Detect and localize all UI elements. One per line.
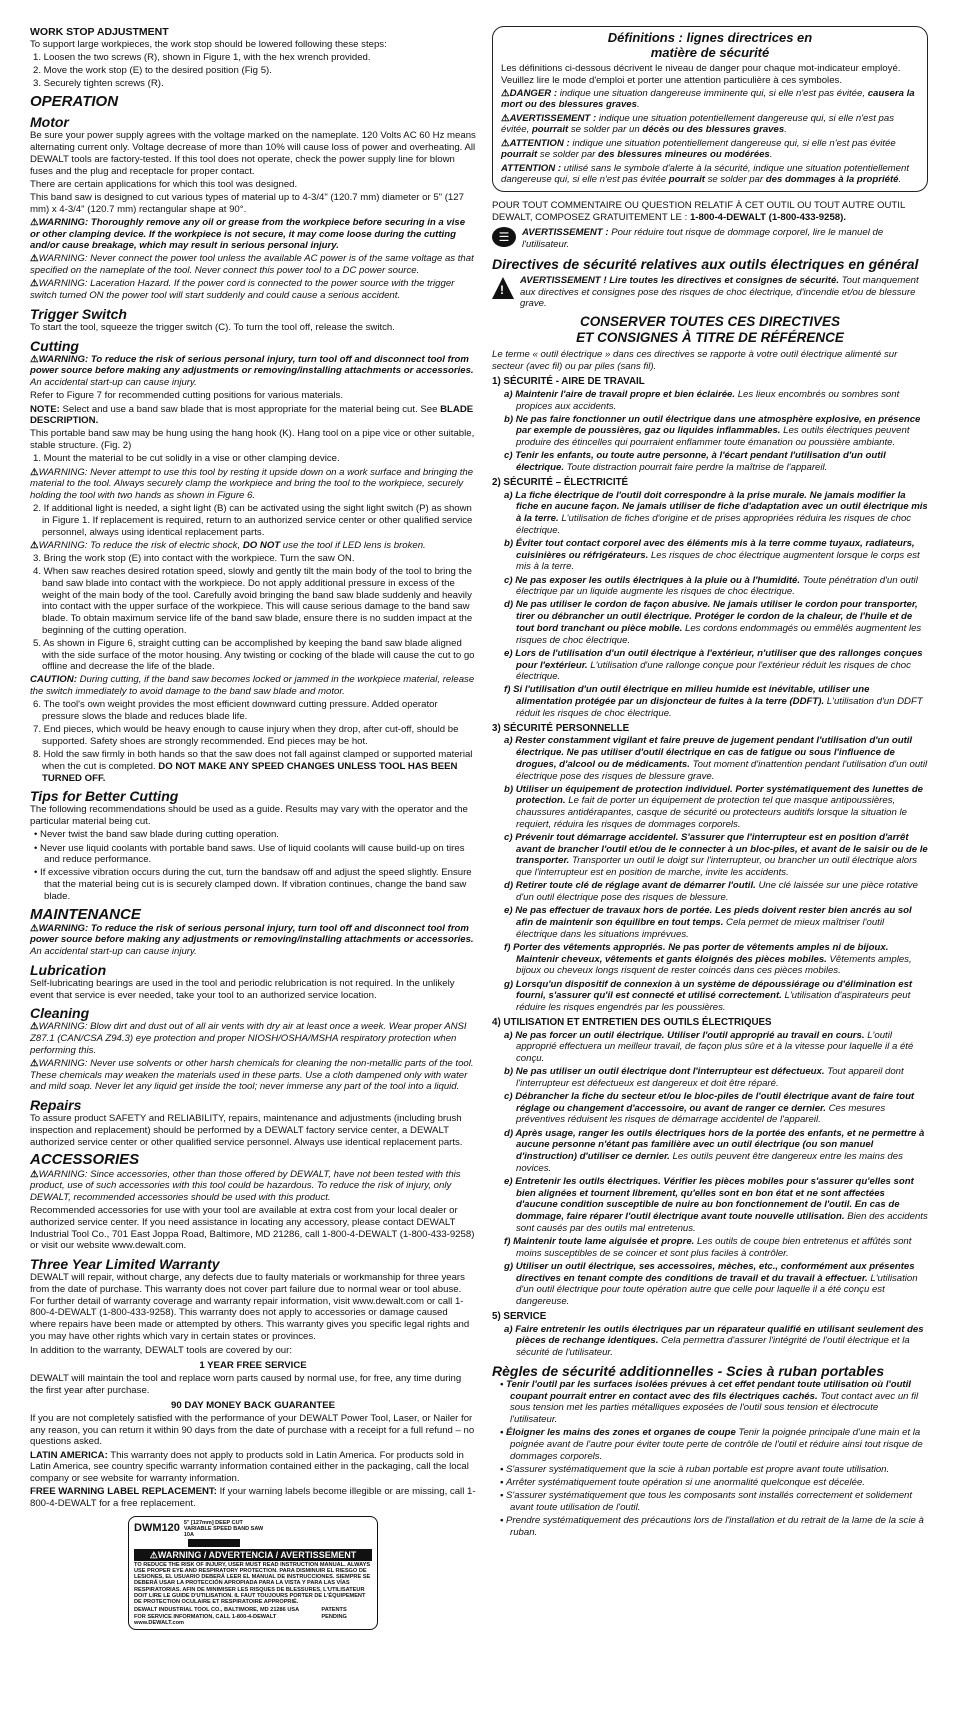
list-item: a) Rester constamment vigilant et faire preuve de jugement pendant l'utilisation d'un outil électrique. Ne pas utiliser d'outil électrique en cas de fatigue ou sous l'influence de drogues, d'alcool ou de médicaments. Tout moment d'inattention pendant l'utilisation d'un outil électrique pose des risques de blessure grave.	[504, 735, 928, 782]
cutting-paragraph: Refer to Figure 7 for recommended cutting positions for various materials.	[30, 390, 344, 402]
money-back-text: If you are not completely satisfied with the performance of your DEWALT Power Tool, Laser, or Nailer for any reason, you can return it within 90 days from the date of purchase with a receipt for a full refund – no questions asked.	[30, 1412, 475, 1448]
list-item: a) La fiche électrique de l'outil doit correspondre à la prise murale. Ne jamais modifier la fiche en aucune façon. Ne jamais utiliser de fiche d'adaptation avec un outil électrique mis à la terre. L'utilisation de fiches d'origine et de prises appropriées réduira les risques de choc électrique.	[504, 489, 928, 536]
label-footer: FOR SERVICE INFORMATION, CALL 1-800-4-DEWALT www.DEWALT.com	[134, 1613, 277, 1626]
label-replacement-note: FREE WARNING LABEL REPLACEMENT: If your warning labels become illegible or are missing, call 1-800-4-DEWALT for a free replacement.	[30, 1486, 476, 1509]
label-desc: 5" [127mm] DEEP CUT	[183, 1519, 243, 1526]
list-item: b) Ne pas faire fonctionner un outil électrique dans une atmosphère explosive, en présence par exemple de poussières, gaz ou liquides inflammables. Les outils électriques peuvent produire des étincelles qui pourraient enflammer toute émanation ou poussière ambiante.	[504, 413, 921, 449]
manual-warning-row	[492, 227, 928, 252]
free-service-text: DEWALT will maintain the tool and replace worn parts caused by normal use, for free, any time during the first year after purchase.	[30, 1373, 462, 1396]
definitions-intro: Les définitions ci-dessous décrivent le niveau de danger pour chaque mot-indicateur employé. Veuillez lire le mode d'emploi et porter une attention particulière à ces symboles.	[501, 62, 901, 86]
accessories-heading: ACCESSORIES	[30, 1151, 140, 1169]
motor-paragraph: This band saw is designed to cut various types of material up to 4-3/4" (120.7 mm) diameter or 5" (127 mm) x 4-3/4" (120.7 mm) rectangular shape at 90°.	[30, 191, 464, 215]
section-4-heading: 4) UTILISATION ET ENTRETIEN DES OUTILS ÉLECTRIQUES	[492, 1016, 772, 1028]
left-column	[30, 26, 476, 1630]
right-column	[492, 26, 928, 1540]
bandsaw-rules-heading: Règles de sécurité additionnelles - Scies à ruban portables	[492, 1362, 885, 1379]
section-2-heading: 2) SÉCURITÉ – ÉLECTRICITÉ	[492, 476, 629, 488]
list-item: b) Ne pas utiliser un outil électrique dont l'interrupteur est défectueux. Tout appareil dont l'interrupteur est défectueux est dangereux et doit être réparé.	[504, 1066, 904, 1089]
warning-icon: ⚠	[30, 1021, 39, 1033]
motor-warning: ⚠WARNING: Laceration Hazard. If the power cord is connected to the power source with the trigger switch turned ON the power tool will start suddenly and could cause a serious accident.	[30, 278, 455, 302]
list-item: f) Si l'utilisation d'un outil électrique en milieu humide est inévitable, utiliser une alimentation protégée par un disjoncteur de fuites à la terre (DDFT). L'utilisation d'un DDFT réduit les risques de choc électrique.	[504, 684, 923, 719]
cutting-step: 4. When saw reaches desired rotation speed, slowly and gently tilt the main body of the tool to bring the band saw blade into contact with the workpiece. Do not apply additional pressure in excess of the weight of the main body of the tool. Carefully avoid bringing the band saw blade suddenly and heavily into contact with the upper surface of the workpiece. This will cause serious damage to the band saw blade. To obtain maximum service life of the band saw blade, ensure there is no sudden impact at the beginning of the cutting operation.	[33, 566, 473, 636]
cutting-warning: ⚠WARNING: To reduce the risk of serious personal injury, turn tool off and disconnect tool from power source before making any adjustments or removing/installing attachments or accessories. An accidental start-up can cause injury.	[30, 353, 474, 389]
label-patents: PATENTS PENDING	[321, 1607, 347, 1620]
cutting-step: 3. Bring the work stop (E) into contact with the workpiece. Turn the saw ON.	[33, 552, 355, 564]
cutting-step: 1. Mount the material to be cut solidly in a vise or other clamping device.	[33, 453, 340, 465]
list-item: c) Débrancher la fiche du secteur et/ou le bloc-piles de l'outil électrique avant de faire tout réglage ou changement d'accessoire, ou avant de ranger ce dernier. Ces mesures préventives réduisent les risques de démarrage accidentel de l'appareil.	[504, 1091, 915, 1126]
section-5-heading: 5) SERVICE	[492, 1310, 547, 1322]
work-stop-step: 3. Securely tighten screws (R).	[33, 78, 164, 90]
tips-bullet: • If excessive vibration occurs during the cut, turn the bandsaw off and adjust the speed slightly. Ensure that the material being cut is is securely clamped down. If vibration continues, change the band saw blade.	[34, 867, 472, 902]
accessories-warning: ⚠WARNING: Since accessories, other than those offered by DEWALT, have not been tested with this product, use of such accessories with this tool could be hazardous. To reduce the risk of injury, only DEWALT, recommended accessories should be used with this product.	[30, 1168, 461, 1204]
read-manual-icon: ☰	[492, 227, 516, 247]
list-item: a) Faire entretenir les outils électriques par un réparateur qualifié en utilisant seulement des pièces de rechange identiques. Cela permettra d'assurer l'intégrité de l'outil électrique et la sécurité de l'utilisateur.	[504, 1323, 924, 1359]
maintenance-warning: ⚠WARNING: To reduce the risk of serious personal injury, turn tool off and disconnect tool from power source before making any adjustments or removing/installing attachments or accessories. An accidental start-up can cause injury.	[30, 922, 474, 958]
latin-america-note: LATIN AMERICA: This warranty does not apply to products sold in Latin America. For products sold in Latin America, see country specific warranty information contained either in the packaging, call the local company or see website for warranty information.	[30, 1449, 469, 1484]
list-item: • S'assurer systématiquement que tous les composants sont installés correctement et solidement avant toute utilisation de l'outil.	[500, 1490, 913, 1513]
warning-label-image	[128, 1516, 378, 1631]
accessories-paragraph: Recommended accessories for use with your tool are available at extra cost from your local dealer or authorized service center. If you need assistance in locating any accessory, please contact DEWALT Industrial Tool Co., 701 East Joppa Road, Baltimore, MD 21286, call 1-800-4-DEWALT (1-800-433-9258) or visit our website www.dewalt.com.	[30, 1205, 475, 1252]
cutting-paragraph: This portable band saw may be hung using the hang hook (K). Hang tool on a pipe vice or other suitable, stable structure. (Fig. 2)	[30, 428, 475, 452]
warranty-paragraph: DEWALT will repair, without charge, any defects due to faulty materials or workmanship for three years from the date of purchase. This warranty does not cover part failure due to normal wear or tool abuse. For further detail of warranty coverage and warranty repair information, visit www.dewalt.com or call 1-800-4-DEWALT (1-800-433-9258). This warranty does not apply to accessories or damage caused where repairs have been made or attempted by others. This warranty gives you specific legal rights and you may have other rights which vary in certain states or provinces.	[30, 1272, 470, 1342]
definitions-title: Définitions : lignes directrices en matière de sécurité	[607, 30, 813, 60]
maintenance-heading: MAINTENANCE	[30, 905, 141, 923]
manual-warning-text: AVERTISSEMENT : Pour réduire tout risque de dommage corporel, lire le manuel de l'utilisateur.	[522, 226, 884, 250]
lubrication-heading: Lubrication	[30, 961, 107, 978]
section-3-list	[492, 735, 928, 1013]
section-2-list	[492, 490, 928, 720]
warning-icon: ⚠	[30, 216, 39, 228]
warning-icon: ⚠	[30, 1058, 39, 1070]
money-back-title: 90 DAY MONEY BACK GUARANTEE	[170, 1399, 336, 1411]
list-item: f) Porter des vêtements appropriés. Ne pas porter de vêtements amples ni de bijoux. Maintenir cheveux, vêtements et gants éloignés des pièces mobiles. Vêtements amples, bijoux ou cheveux longs risquent de rester coincés dans ces pièces mobiles.	[504, 941, 912, 977]
warning-icon: ⚠	[30, 1168, 39, 1180]
motor-paragraph: Be sure your power supply agrees with the voltage marked on the nameplate. 120 Volts AC 60 Hz means alternating current only. Voltage decrease of more than 10% will cause loss of power and overheating. All DEWALT tools are factory-tested. If this tool does not operate, check the power supply line for blown fuses and the plug and receptacle for proper contact.	[30, 130, 476, 177]
trigger-heading: Trigger Switch	[30, 305, 127, 322]
label-warning-text: TO REDUCE THE RISK OF INJURY, USER MUST READ INSTRUCTION MANUAL. ALWAYS USE PROPER EYE AND RESPIRATORY PROTECTION. PARA DISMINUIR EL RIESGO DE LESIONES, EL USUARIO DEBERÁ LEER EL MANUAL DE INSTRUCCIONES. SIEMPRE SE DEBERÁ USAR LA PROTECCIÓN APROPIADA PARA LA VISTA Y PARA LAS VÍAS RESPIRATORIAS. AFIN DE MINIMISER LES RISQUES DE BLESSURES, L'UTILISATEUR DOIT LIRE LE GUIDE D'UTILISATION. IL FAUT TOUJOURS PORTER DE L'ÉQUIPEMENT DE PROTECTION OCULAIRE ET RESPIRATOIRE APPROPRIÉ.	[134, 1561, 371, 1606]
cutting-step: 7. End pieces, which would be heavy enough to cause injury when they drop, after cut-off, should be supported. Safety shoes are strongly recommended. End pieces may be hot.	[33, 724, 459, 747]
work-stop-step: 1. Loosen the two screws (R), shown in Figure 1, with the hex wrench provided.	[33, 52, 371, 63]
list-item: • Arrêter systématiquement toute opération si une anormalité quelconque est décelée.	[500, 1477, 865, 1488]
list-item: e) Entretenir les outils électriques. Vérifier les pièces mobiles pour s'assurer qu'elles sont bien alignées et tournent librement, qu'elles sont en bon état et ne sont affectées d'aucune condition susceptible de nuire au bon fonctionnement de l'outil. En cas de dommage, faire réparer l'outil électrique avant toute nouvelle utilisation. Bien des accidents sont causés par des outils mal entretenus.	[504, 1176, 928, 1234]
cutting-warning: ⚠WARNING: Never attempt to use this tool by resting it upside down on a work surface and bringing the material to the tool. Always securely clamp the workpiece and bring the tool to the workpiece, securely holding the tool with two hands as shown in Figure 6.	[30, 466, 474, 501]
free-service-title: 1 YEAR FREE SERVICE	[199, 1360, 307, 1372]
section-5-list	[492, 1324, 928, 1359]
label-warning-banner: ⚠WARNING / ADVERTENCIA / AVERTISSEMENT	[134, 1549, 372, 1561]
list-item: c) Ne pas exposer les outils électriques à la pluie ou à l'humidité. Toute pénétration d'un outil électrique par un liquide augmente les risques de choc électrique.	[504, 574, 918, 598]
label-footer: DEWALT INDUSTRIAL TOOL CO., BALTIMORE, MD 21286 USA	[134, 1607, 300, 1614]
work-stop-heading: WORK STOP ADJUSTMENT	[30, 26, 169, 38]
warning-icon: ⚠	[30, 253, 39, 265]
cleaning-heading: Cleaning	[30, 1005, 90, 1022]
general-warning-row	[492, 275, 928, 312]
label-model: DWM120	[134, 1522, 180, 1535]
general-warning-text: AVERTISSEMENT ! Lire toutes les directives et consignes de sécurité. Tout manquement aux directives et consignes pose des risques de choc électrique, d'incendie et/ou de blessure grave.	[520, 274, 919, 310]
list-item: a) Maintenir l'aire de travail propre et bien éclairée. Les lieux encombrés ou sombres sont propices aux accidents.	[504, 388, 900, 412]
list-item: b) Utiliser un équipement de protection individuel. Porter systématiquement des lunettes de protection. Le fait de porter un équipement de protection tel que masque antipoussières, chaussures antidérapantes, casque de sécurité ou protecteurs auditifs lorsque la situation le requiert, réduira les risques de dommages corporels.	[504, 783, 924, 830]
motor-warning: ⚠WARNING: Thoroughly remove any oil or grease from the workpiece before securing in a vise or other clamping device. If the workpiece is not secure, it may come loose during the cutting and/or cause breakage, which may result in serious personal injury.	[30, 216, 466, 252]
section-1-list	[492, 389, 928, 474]
contact-paragraph: POUR TOUT COMMENTAIRE OU QUESTION RELATIF À CET OUTIL OU TOUT AUTRE OUTIL DEWALT, COMPOSEZ GRATUITEMENT LE : 1-800-4-DEWALT (1-800-433-9258).	[492, 200, 905, 224]
label-desc: VARIABLE SPEED BAND SAW	[183, 1525, 264, 1532]
lubrication-paragraph: Self-lubricating bearings are used in the tool and periodic relubrication is not required. In the unlikely event that service is ever needed, take your tool to an authorized service location.	[30, 977, 455, 1001]
def-danger: ⚠DANGER : indique une situation dangereuse imminente qui, si elle n'est pas évitée, causera la mort ou des blessures graves.	[501, 87, 915, 111]
warning-triangle-icon: !	[492, 277, 514, 299]
warning-icon: ⚠	[30, 922, 39, 934]
work-stop-intro: To support large workpieces, the work stop should be lowered following these steps:	[30, 38, 387, 50]
tips-heading: Tips for Better Cutting	[30, 788, 179, 805]
warning-icon: ⚠	[501, 87, 510, 99]
term-definition: Le terme « outil électrique » dans ces directives se rapporte à votre outil électrique alimenté sur secteur (avec fil) ou par piles (sans fil).	[492, 349, 898, 373]
warning-icon: ⚠	[30, 466, 39, 478]
bandsaw-rules-list	[492, 1379, 928, 1539]
keep-instructions-title: CONSERVER TOUTES CES DIRECTIVES ET CONSIGNES À TITRE DE RÉFÉRENCE	[576, 314, 844, 345]
list-item: a) Ne pas forcer un outil électrique. Utiliser l'outil approprié au travail en cours. L'outil approprié effectuera un meilleur travail, de façon plus sûre et à la vitesse pour laquelle il a été conçu.	[504, 1029, 914, 1064]
list-item: g) Utiliser un outil électrique, ses accessoires, mèches, etc., conformément aux présentes directives en tenant compte des conditions de travail et du travail à effectuer. L'utilisation d'un outil électrique pour toute opération autre que celle pour laquelle il a été conçu est dangereuse.	[504, 1260, 918, 1308]
motor-paragraph: There are certain applications for which this tool was designed.	[30, 178, 298, 190]
definitions-box	[492, 26, 928, 192]
motor-warning: ⚠WARNING: Never connect the power tool unless the available AC power is of the same voltage as that specified on the nameplate of the tool. Never connect this power tool to a DC power source.	[30, 253, 474, 277]
list-item: f) Maintenir toute lame aiguisée et propre. Les outils de coupe bien entretenus et affûtés sont moins susceptibles de se coincer et sont plus faciles à contrôler.	[504, 1236, 912, 1259]
cleaning-warning: ⚠WARNING: Never use solvents or other harsh chemicals for cleaning the non-metallic parts of the tool. These chemicals may weaken the materials used in these parts. Use a cloth dampened only with water and mild soap. Never let any liquid get inside the tool; never immerse any part of the tool into a liquid.	[30, 1058, 474, 1093]
list-item: • Prendre systématiquement des précautions lors de l'installation et du retrait de la lame de la scie à ruban.	[500, 1515, 924, 1538]
list-item: e) Lors de l'utilisation d'un outil électrique à l'extérieur, n'utiliser que des rallonges conçues pour l'extérieur. L'utilisation d'une rallonge conçue pour l'extérieur réduit les risques de choc électrique.	[504, 647, 923, 683]
warning-icon: ⚠	[30, 353, 39, 365]
def-attention: ⚠ATTENTION : indique une situation potentiellement dangereuse qui, si elle n'est pas évitée pourrait se solder par des blessures mineures ou modérées.	[501, 137, 896, 161]
cutting-step: 2. If additional light is needed, a sight light (B) can be activated using the sight light switch (P) as shown in Figure 1. If replacement is required, return to an authorized service center or other qualified service personnel, always using identical replacement parts.	[33, 503, 473, 538]
list-item: g) Lorsqu'un dispositif de connexion à un système de dépoussiérage ou d'élimination est fourni, s'assurer qu'il est connecté et utilisé correctement. L'utilisation d'aspirateurs peut réduire les risques engendrés par les poussières.	[504, 978, 913, 1013]
repairs-paragraph: To assure product SAFETY and RELIABILITY, repairs, maintenance and adjustments (including brush inspection and replacement) should be performed by a DEWALT factory service center, a DEWALT authorized service center or other qualified service personnel. Always use identical replacement parts.	[30, 1113, 463, 1148]
operation-heading: OPERATION	[30, 93, 119, 111]
trigger-paragraph: To start the tool, squeeze the trigger switch (C). To turn the tool off, release the switch.	[30, 321, 395, 333]
def-avertissement: ⚠AVERTISSEMENT : indique une situation potentiellement dangereuse qui, si elle n'est pas évitée, pourrait se solder par un décès ou des blessures graves.	[501, 112, 894, 136]
cutting-heading: Cutting	[30, 337, 79, 354]
cutting-step: 8. Hold the saw firmly in both hands so that the saw does not fall against clamped or supported material when the cut is completed. DO NOT MAKE ANY SPEED CHANGES UNLESS TOOL HAS BEEN TURNED OFF.	[33, 749, 473, 784]
warning-icon: ⚠	[501, 137, 510, 149]
cutting-step: 5. As shown in Figure 6, straight cutting can be accomplished by keeping the band saw blade aligned with the side surface of the motor housing. Any twisting or cocking of the blade will cause the cut to go offline and decrease the life of the blade.	[33, 637, 475, 673]
work-stop-step: 2. Move the work stop (E) to the desired position (Fig 5).	[33, 65, 272, 77]
label-barcode	[188, 1539, 240, 1547]
cutting-note: NOTE: Select and use a band saw blade that is most appropriate for the material being cut. See BLADE DESCRIPTION.	[30, 403, 474, 427]
section-4-list	[492, 1030, 928, 1308]
section-3-heading: 3) SÉCURITÉ PERSONNELLE	[492, 722, 630, 734]
warranty-paragraph: In addition to the warranty, DEWALT tools are covered by our:	[30, 1345, 292, 1357]
warning-icon: ⚠	[501, 112, 510, 124]
cutting-caution: CAUTION: During cutting, if the band saw becomes locked or jammed in the workpiece material, release the switch immediately to avoid damage to the band saw blade and motor.	[30, 674, 475, 698]
list-item: c) Prévenir tout démarrage accidentel. S'assurer que l'interrupteur est en position d'arrêt avant de brancher l'outil et/ou de le connecter à un bloc-piles, et avant de le saisir ou de le transporter. Transporter un outil le doigt sur l'interrupteur, ou brancher un outil électrique alors que l'interrupteur est en position de marche, invite les accidents.	[504, 832, 928, 879]
tips-bullet: • Never twist the band saw blade during cutting operation.	[34, 829, 279, 841]
list-item: c) Tenir les enfants, ou toute autre personne, à l'écart pendant l'utilisation d'un outil électrique. Toute distraction pourrait faire perdre la maîtrise de l'appareil.	[504, 450, 886, 474]
list-item: b) Éviter tout contact corporel avec des éléments mis à la terre comme tuyaux, radiateurs, cuisinières ou réfrigérateurs. Les risques de choc électrique augmentent lorsque le corps est mis à la terre.	[504, 537, 920, 573]
cutting-warning: ⚠WARNING: To reduce the risk of electric shock, DO NOT use the tool if LED lens is broken.	[30, 539, 426, 551]
section-1-heading: 1) SÉCURITÉ - AIRE DE TRAVAIL	[492, 375, 645, 387]
warning-icon: ⚠	[30, 539, 39, 551]
general-safety-heading: Directives de sécurité relatives aux outils électriques en général	[492, 255, 919, 272]
list-item: d) Après usage, ranger les outils électriques hors de la portée des enfants, et ne permettre à aucune personne n'étant pas familière avec un outil électrique (ou son manuel d'instruction) d'utiliser ce dernier. Les outils peuvent être dangereux entre les mains des novices.	[504, 1127, 925, 1174]
motor-heading: Motor	[30, 114, 69, 131]
list-item: • Éloigner les mains des zones et organes de coupe Tenir la poignée principale d'une main et la poignée avant de l'autre pour éviter toute perte de contrôle de l'outil et réduire ainsi tout risque de dommages corporels.	[500, 1427, 923, 1462]
label-volt: 10A	[183, 1531, 194, 1538]
warranty-heading: Three Year Limited Warranty	[30, 1256, 220, 1273]
list-item: • S'assurer systématiquement que la scie à ruban portable est propre avant toute utilisation.	[500, 1463, 890, 1475]
list-item: e) Ne pas effectuer de travaux hors de portée. Les pieds doivent rester bien ancrés au sol afin de maintenir son équilibre en tout temps. Cela permet de mieux maîtriser l'outil électrique dans les situations imprévues.	[504, 905, 912, 940]
repairs-heading: Repairs	[30, 1097, 82, 1114]
cutting-step: 6. The tool's own weight provides the most efficient downward cutting pressure. Added operator pressure slows the blade and reduces blade life.	[33, 699, 438, 723]
list-item: • Tenir l'outil par les surfaces isolées prévues à cet effet pendant toute utilisation où l'outil coupant pourrait entrer en contact avec des fils électriques cachés. Tout contact avec un fil sous tension met les parties métalliques exposées de l'outil sous tension et électrocute l'utilisateur.	[500, 1378, 919, 1425]
warning-icon: ⚠	[30, 278, 39, 290]
tips-bullet: • Never use liquid coolants with portable band saws. Use of liquid coolants will cause build-up on tires and reduce performance.	[34, 842, 465, 866]
list-item: d) Ne pas utiliser le cordon de façon abusive. Ne jamais utiliser le cordon pour transporter, tirer ou débrancher un outil électrique. Protéger le cordon de la chaleur, de l'huile et de tout bord tranchant ou pièce mobile. Les cordons endommagés ou emmêlés augmentent les risques de choc électrique.	[504, 599, 922, 646]
cleaning-warning: ⚠WARNING: Blow dirt and dust out of all air vents with dry air at least once a week. Wear proper ANSI Z87.1 (CAN/CSA Z94.3) eye protection and proper NIOSH/OSHA/MSHA respiratory protection when performing this.	[30, 1021, 467, 1056]
tips-paragraph: The following recommendations should be used as a guide. Results may vary with the operator and the particular material being cut.	[30, 804, 468, 828]
list-item: d) Retirer toute clé de réglage avant de démarrer l'outil. Une clé laissée sur une pièce rotative d'un outil électrique pose des risques de blessure.	[504, 880, 918, 904]
def-attention-property: ATTENTION : utilisé sans le symbole d'alerte à la sécurité, indique une situation potentiellement dangereuse qui, si elle n'est pas évitée pourrait se solder par des dommages à la propriété.	[501, 162, 909, 186]
